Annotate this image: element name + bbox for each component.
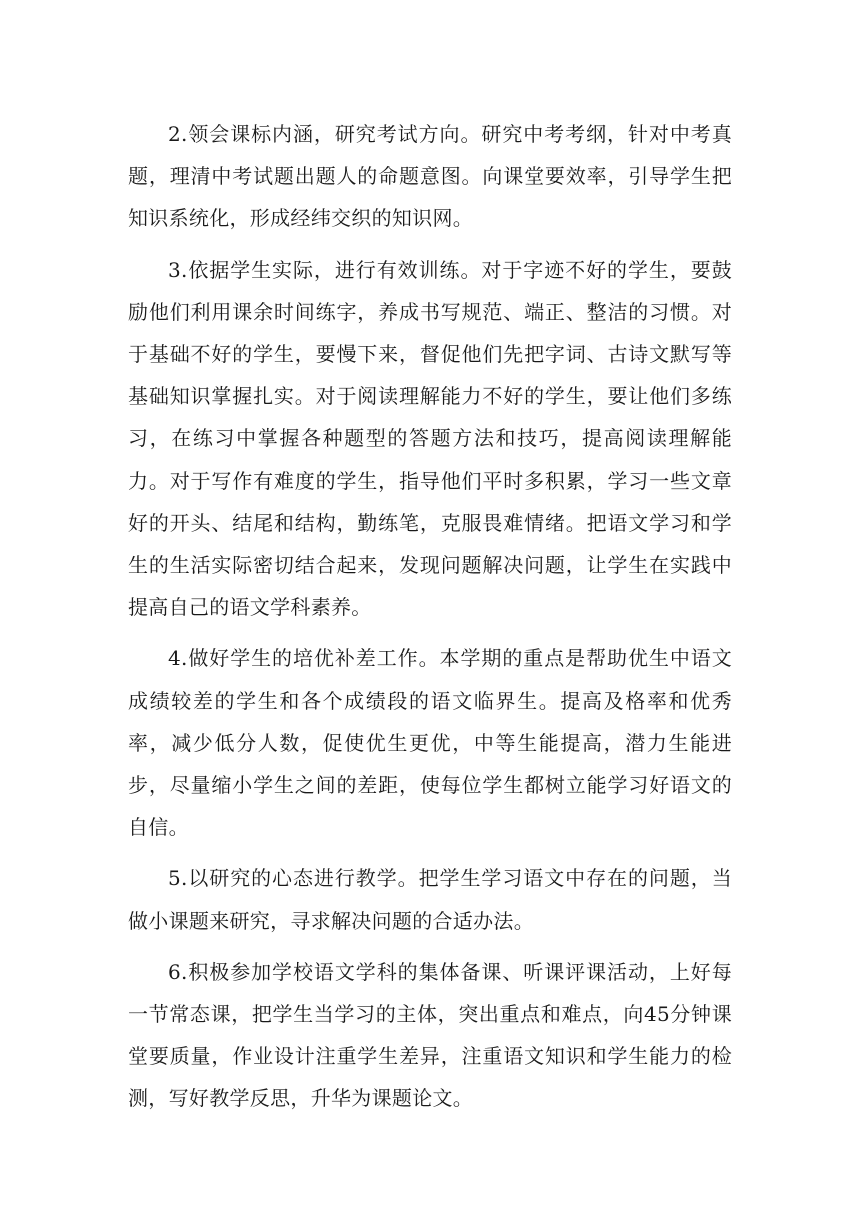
paragraph-item-4: 4.做好学生的培优补差工作。本学期的重点是帮助优生中语文成绩较差的学生和各个成绩段的语文临界生。提高及格率和优秀率，减少低分人数，促使优生更优，中等生能提高，潜力生能进步，尽量缩小学生之间的差距，使每位学生都树立能学习好语文的自信。 <box>128 646 732 840</box>
paragraph-item-2: 2.领会课标内涵，研究考试方向。研究中考考纲，针对中考真题，理清中考试题出题人的命题意图。向课堂要效率，引导学生把知识系统化，形成经纬交织的知识网。 <box>128 122 732 231</box>
paragraph-item-3: 3.依据学生实际，进行有效训练。对于字迹不好的学生，要鼓励他们利用课余时间练字，养成书写规范、端正、整洁的习惯。对于基础不好的学生，要慢下来，督促他们先把字词、古诗文默写等基础知识掌握扎实。对于阅读理解能力不好的学生，要让他们多练习，在练习中掌握各种题型的答题方法和技巧，提高阅读理解能力。对于写作有难度的学生，指导他们平时多积累，学习一些文章好的开头、结尾和结构，勤练笔，克服畏难情绪。把语文学习和学生的生活实际密切结合起来，发现问题解决问题，让学生在实践中提高自己的语文学科素养。 <box>128 257 732 620</box>
paragraph-item-5: 5.以研究的心态进行教学。把学生学习语文中存在的问题，当做小课题来研究，寻求解决问题的合适办法。 <box>128 866 732 933</box>
paragraph-item-6: 6.积极参加学校语文学科的集体备课、听课评课活动，上好每一节常态课，把学生当学习的主体，突出重点和难点，向45分钟课堂要质量，作业设计注重学生差异，注重语文知识和学生能力的检测，写好教学反思，升华为课题论文。 <box>128 959 732 1111</box>
